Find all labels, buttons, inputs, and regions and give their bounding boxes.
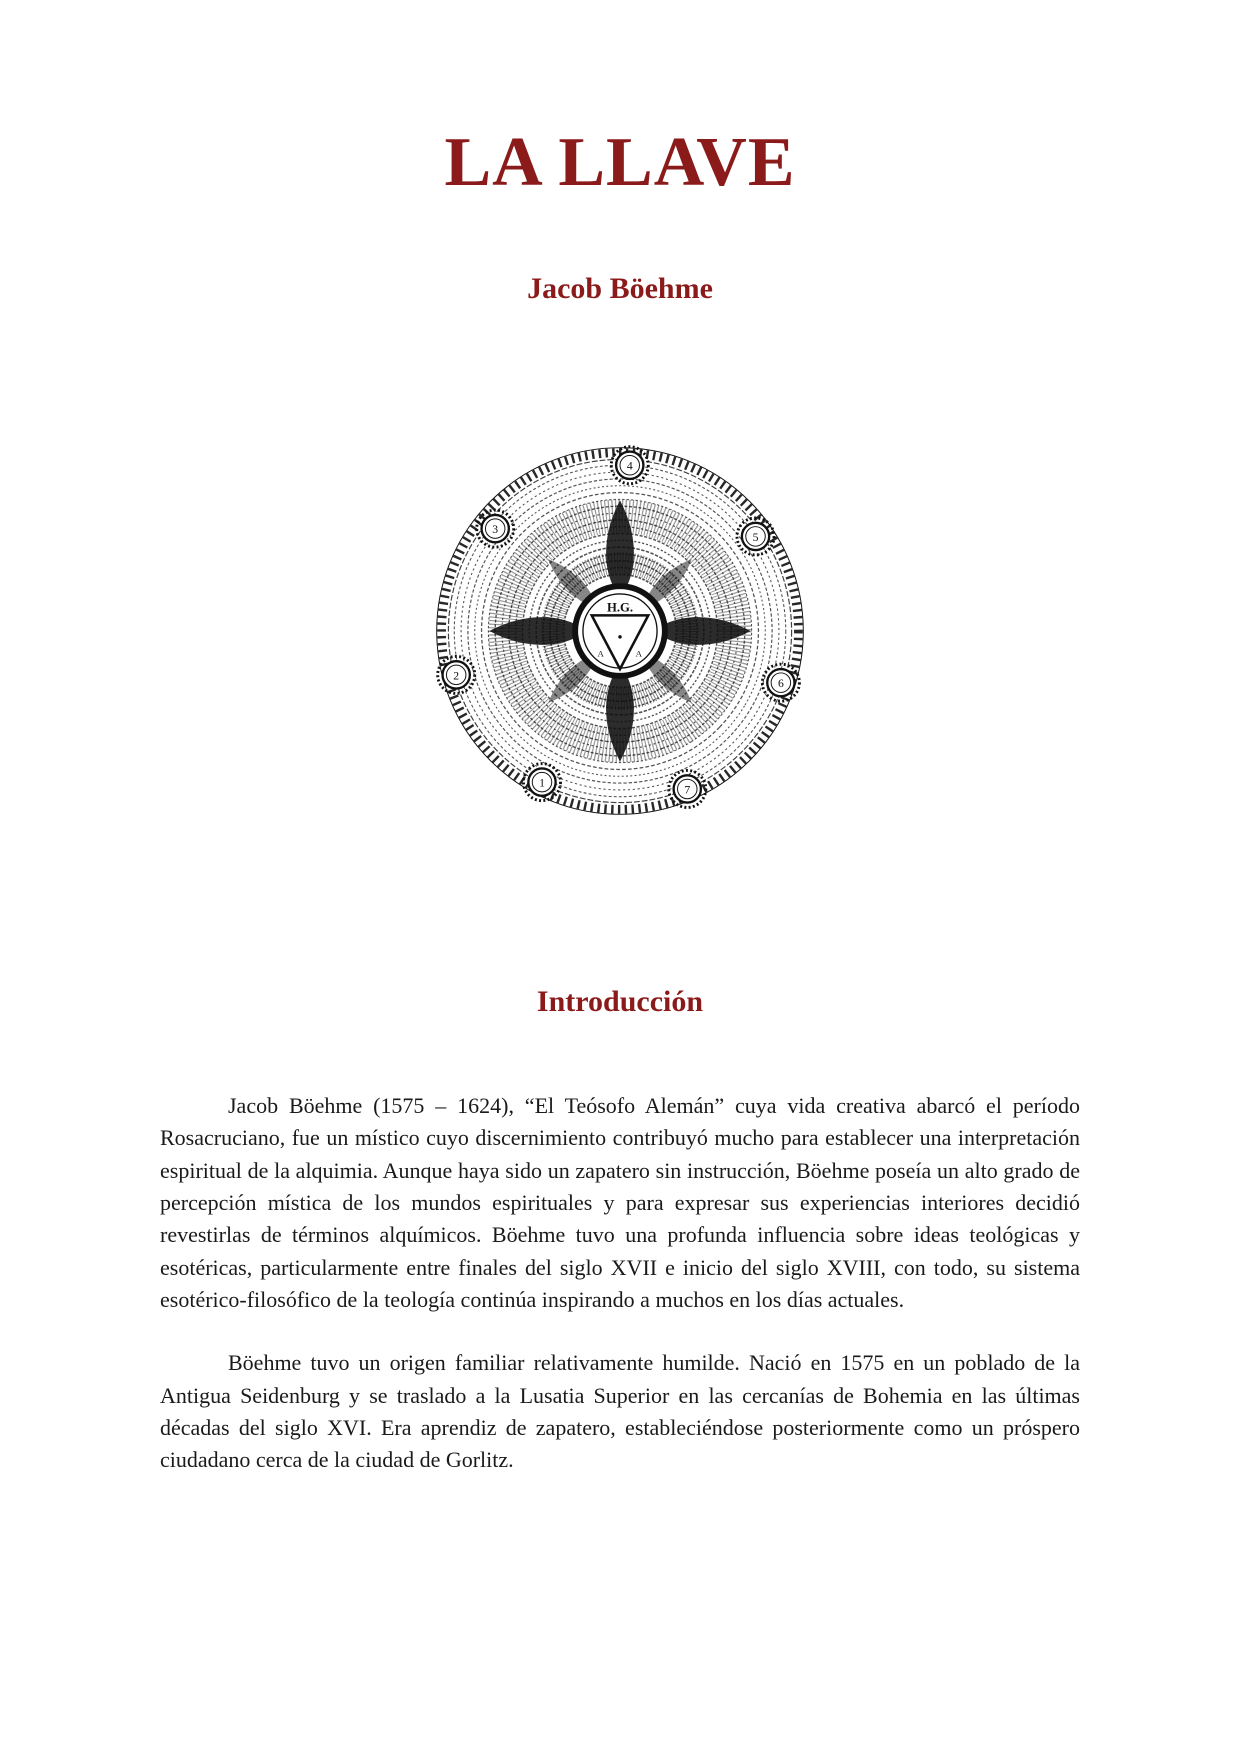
alchemical-seal-figure bbox=[425, 436, 815, 826]
seal-left-glyph: A bbox=[597, 648, 604, 659]
medallion-number: 4 bbox=[626, 459, 633, 473]
seal-center-emblem bbox=[575, 586, 665, 676]
body-text bbox=[160, 1090, 1080, 1477]
paragraph-1: Jacob Böehme (1575 – 1624), “El Teósofo Alemán” cuya vida creativa abarcó el período Rosacruciano, fue un místico cuyo discernimiento contribuyó mucho para establecer una interpretación espiritual de la alquimia. Aunque haya sido un zapatero sin instrucción, Böehme poseía un alto grado de percepción mística de los mundos espirituales y para expresar sus experiencias interiores decidió revestirlas de términos alquímicos. Böehme tuvo una profunda influencia sobre ideas teológicas y esotéricas, particularmente entre finales del siglo XVII e inicio del siglo XVIII, con todo, su sistema esotérico-filosófico de la teología continúa inspirando a muchos en los días actuales. bbox=[160, 1093, 1080, 1312]
paragraph-2: Böehme tuvo un origen familiar relativamente humilde. Nació en 1575 en un poblado de la Antigua Seidenburg y se traslado a la Lusatia Superior en las cercanías de Bohemia en las últimas décadas del siglo XVI. Era aprendiz de zapatero, estableciéndose posteriormente como un próspero ciudadano cerca de la ciudad de Gorlitz. bbox=[160, 1350, 1080, 1473]
page-title: LA LLAVE bbox=[444, 124, 796, 201]
section-heading: Introducción bbox=[536, 985, 704, 1018]
seal-center-letters: H.G. bbox=[606, 600, 634, 615]
medallion-number: 6 bbox=[777, 677, 784, 691]
medallion-number: 1 bbox=[539, 776, 545, 790]
medallion-number: 5 bbox=[752, 530, 759, 544]
medallion-number: 2 bbox=[453, 669, 460, 683]
medallion-number: 3 bbox=[492, 523, 499, 537]
alchemical-seal-icon bbox=[425, 436, 815, 826]
medallion-number: 7 bbox=[684, 783, 691, 797]
seal-right-glyph: A bbox=[635, 648, 642, 659]
author-name: Jacob Böehme bbox=[527, 272, 713, 305]
